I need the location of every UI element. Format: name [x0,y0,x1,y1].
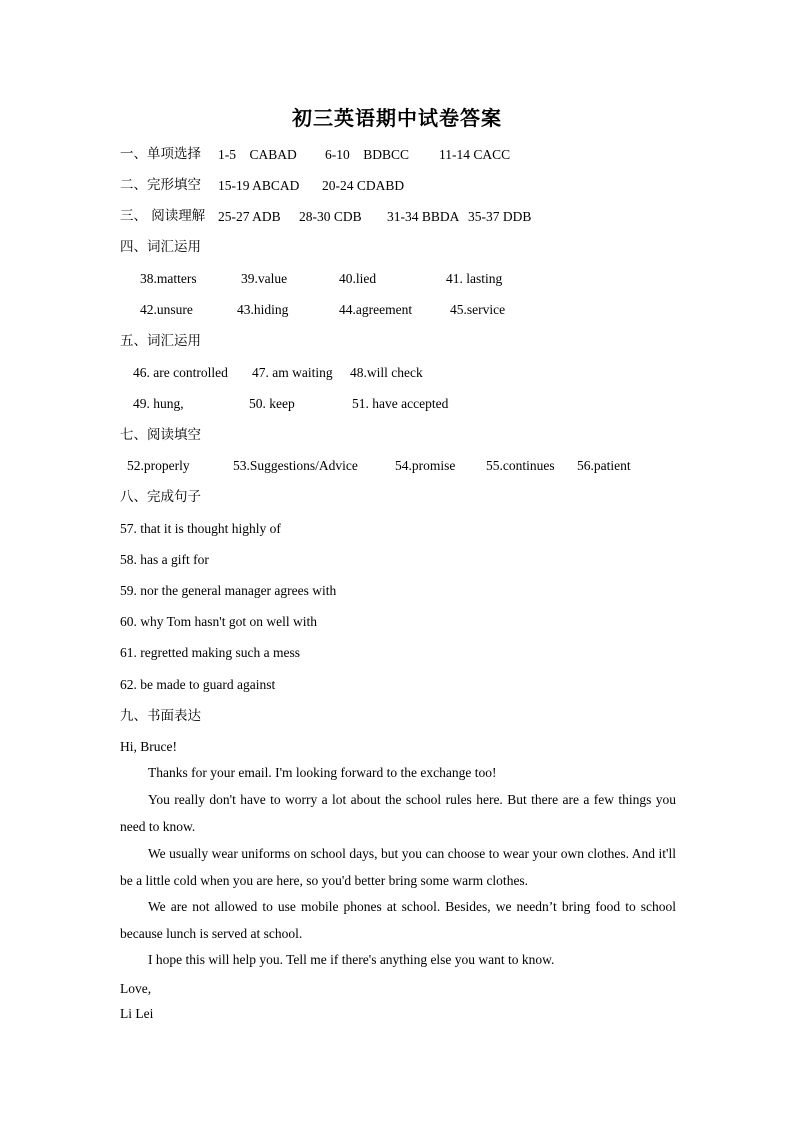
answer-item: 43.hiding [237,302,289,317]
letter-closing: Love, [120,981,152,996]
section-reading-fill [120,426,201,444]
answer-item: 41. lasting [446,271,503,286]
section-heading: 八、完成句子 [120,489,201,505]
letter-paragraph: We are not allowed to use mobile phones at school. Besides, we needn’t bring food to school because lunch is served at school. [120,899,676,941]
section-cloze [120,176,201,194]
answer-item: 44.agreement [339,302,413,317]
section-heading: 七、阅读填空 [120,427,201,443]
section-reading [120,207,205,225]
letter-paragraph: I hope this will help you. Tell me if there's anything else you want to know. [148,952,555,967]
letter-paragraph: You really don't have to worry a lot about the school rules here. But there are a few things you need to know. [120,792,676,834]
page-title: 初三英语期中试卷答案 [292,106,502,130]
answer-item: 42.unsure [140,302,193,317]
sentence-answer: 59. nor the general manager agrees with [120,583,337,598]
section-heading: 九、书面表达 [120,708,201,724]
sentence-answer: 61. regretted making such a mess [120,645,300,660]
answer-group: 6-10 BDBCC [325,147,410,162]
sentence-answer: 57. that it is thought highly of [120,521,281,536]
sentence-answer: 62. be made to guard against [120,677,276,692]
letter-signature: Li Lei [120,1006,154,1021]
answer-item: 48.will check [350,365,423,380]
answer-group: 15-19 ABCAD [218,178,300,193]
answer-item: 40.lied [339,271,377,286]
section-vocabulary-2 [120,332,201,350]
answer-item: 52.properly [127,458,190,473]
section-writing [120,707,201,725]
section-multiple-choice [120,145,201,163]
sentence-answer: 58. has a gift for [120,552,209,567]
answer-item: 50. keep [249,396,295,411]
answer-item: 47. am waiting [252,365,333,380]
answer-item: 56.patient [577,458,631,473]
answer-item: 45.service [450,302,506,317]
section-heading: 五、词汇运用 [120,333,201,349]
answer-item: 51. have accepted [352,396,449,411]
answer-group: 28-30 CDB [299,209,362,224]
answer-group: 35-37 DDB [468,209,532,224]
answer-group: 31-34 BBDA [387,209,460,224]
answer-item: 53.Suggestions/Advice [233,458,358,473]
sentence-answer: 60. why Tom hasn't got on well with [120,614,317,629]
answer-item: 55.continues [486,458,555,473]
section-heading: 一、单项选择 [120,146,201,162]
letter-paragraph: Thanks for your email. I'm looking forward to the exchange too! [148,765,497,780]
section-heading: 三、 阅读理解 [120,208,206,224]
answer-group: 25-27 ADB [218,209,281,224]
answer-group: 20-24 CDABD [322,178,405,193]
section-heading: 四、词汇运用 [120,239,201,255]
letter-paragraph: We usually wear uniforms on school days, but you can choose to wear your own clothes. And it'll be a little cold when you are here, so you'd better bring some warm clothes. [120,846,676,888]
section-complete-sentences [120,488,201,506]
answer-item: 49. hung, [133,396,184,411]
answer-item: 39.value [241,271,288,286]
answer-group: 1-5 CABAD [218,147,297,162]
answer-item: 38.matters [140,271,197,286]
section-heading: 二、完形填空 [120,177,201,193]
letter-greeting: Hi, Bruce! [120,739,177,754]
answer-item: 46. are controlled [133,365,228,380]
answer-item: 54.promise [395,458,456,473]
section-vocabulary-1 [120,238,201,256]
answer-group: 11-14 CACC [439,147,511,162]
